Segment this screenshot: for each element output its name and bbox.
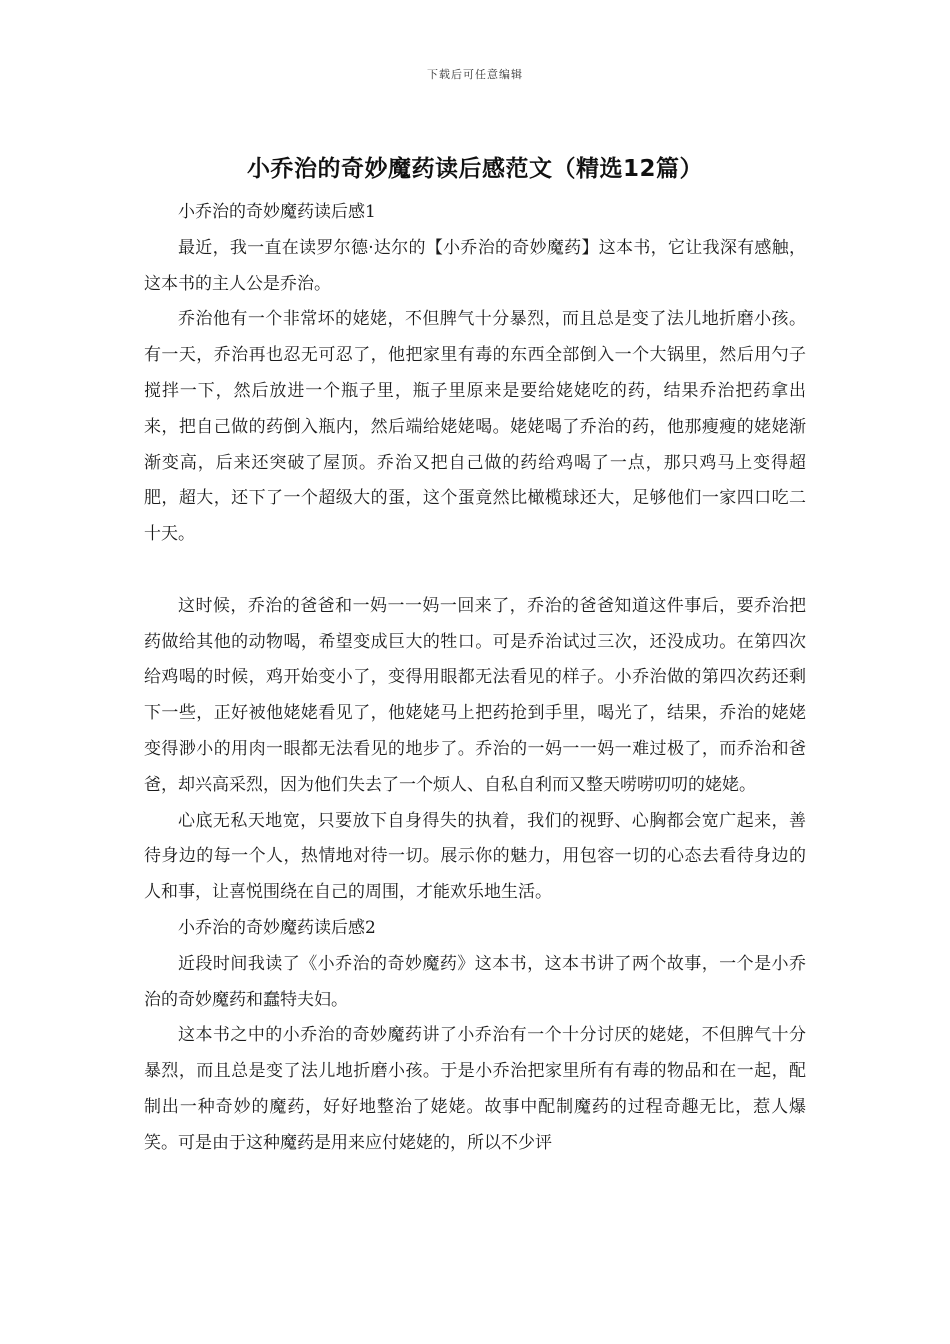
paragraph: 近段时间我读了《小乔治的奇妙魔药》这本书，这本书讲了两个故事，一个是小乔治的奇妙魔药和蠢特夫妇。: [144, 953, 806, 1010]
paragraph: 心底无私天地宽，只要放下自身得失的执着，我们的视野、心胸都会宽广起来，善待身边的每一个人，热情地对待一切。展示你的魅力，用包容一切的心态去看待身边的人和事，让喜悦围绕在自己的周围，才能欢乐地生活。: [144, 810, 806, 903]
header-note: 下载后可任意编辑: [427, 68, 523, 81]
section-heading-2: 小乔治的奇妙魔药读后感2: [178, 917, 376, 938]
paragraph: 最近，我一直在读罗尔德·达尔的【小乔治的奇妙魔药】这本书，它让我深有感触，这本书的主人公是乔治。: [144, 237, 806, 294]
document-body: [144, 195, 806, 1162]
document-title: 小乔治的奇妙魔药读后感范文（精选12篇）: [246, 156, 703, 182]
paragraph: 这时候，乔治的爸爸和一妈一一妈一回来了，乔治的爸爸知道这件事后，要乔治把药做给其他的动物喝，希望变成巨大的牲口。可是乔治试过三次，还没成功。在第四次给鸡喝的时候，鸡开始变小了，变得用眼都无法看见的样子。小乔治做的第四次药还剩下一些，正好被他姥姥看见了，他姥姥马上把药抢到手里，喝光了，结果，乔治的姥姥变得渺小的用肉一眼都无法看见的地步了。乔治的一妈一一妈一难过极了，而乔治和爸爸，却兴高采烈，因为他们失去了一个烦人、自私自利而又整天唠唠叨叨的姥姥。: [144, 595, 806, 795]
paragraph: 这本书之中的小乔治的奇妙魔药讲了小乔治有一个十分讨厌的姥姥，不但脾气十分暴烈，而且总是变了法儿地折磨小孩。于是小乔治把家里所有有毒的物品和在一起，配制出一种奇妙的魔药，好好地整治了姥姥。故事中配制魔药的过程奇趣无比，惹人爆笑。可是由于这种魔药是用来应付姥姥的，所以不少评: [144, 1025, 806, 1153]
section-heading-1: 小乔治的奇妙魔药读后感1: [178, 202, 376, 222]
paragraph: 乔治他有一个非常坏的姥姥，不但脾气十分暴烈，而且总是变了法儿地折磨小孩。有一天，乔治再也忍无可忍了，他把家里有毒的东西全部倒入一个大锅里，然后用勺子搅拌一下，然后放进一个瓶子里，瓶子里原来是要给姥姥吃的药，结果乔治把药拿出来，把自己做的药倒入瓶内，然后端给姥姥喝。姥姥喝了乔治的药，他那瘦瘦的姥姥渐渐变高，后来还突破了屋顶。乔治又把自己做的药给鸡喝了一点，那只鸡马上变得超肥，超大，还下了一个超级大的蛋，这个蛋竟然比橄榄球还大，足够他们一家四口吃二十天。: [144, 309, 806, 545]
blank-line: [144, 553, 806, 589]
